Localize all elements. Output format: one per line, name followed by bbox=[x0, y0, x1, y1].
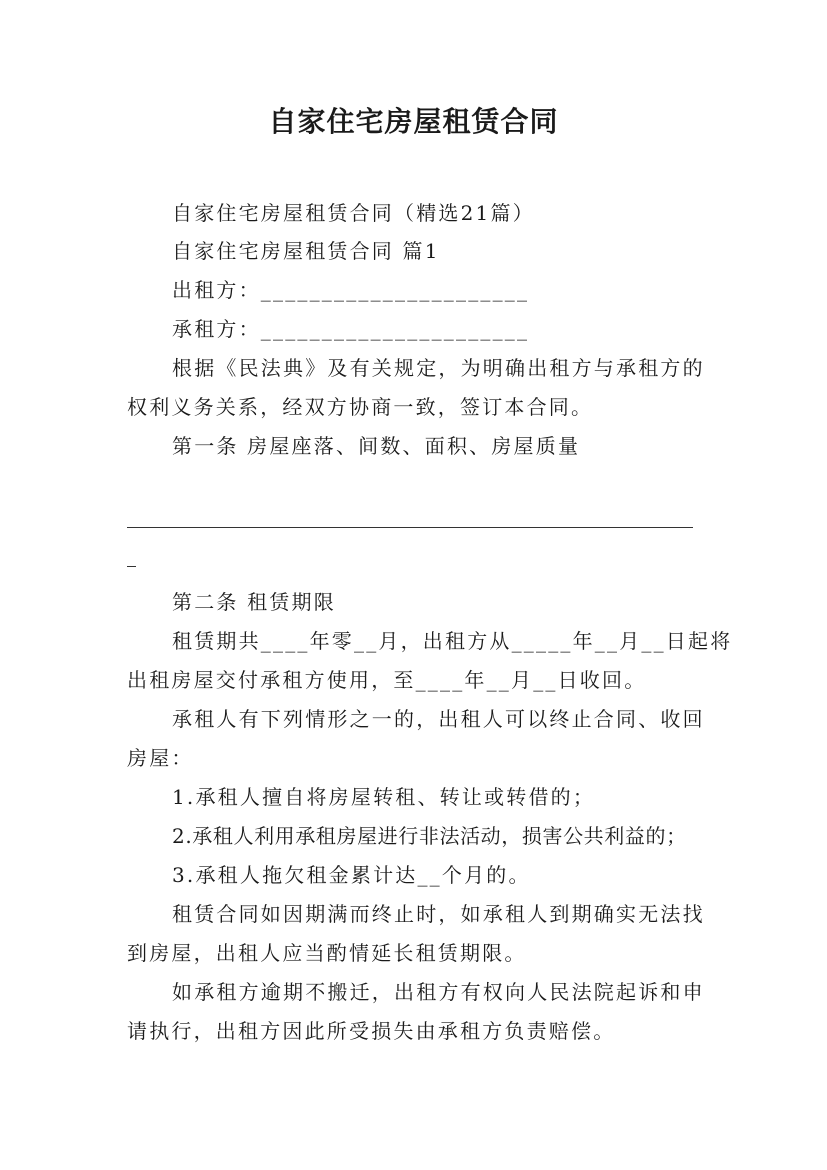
paragraph-line: 租赁期共____年零__月，出租方从_____年__月__日起将 bbox=[172, 629, 733, 653]
list-item: 1.承租人擅自将房屋转租、转让或转借的； bbox=[172, 785, 596, 809]
paragraph-line: 请执行，出租方因此所受损失由承租方负责赔偿。 bbox=[127, 1019, 616, 1043]
blank-fill-line bbox=[127, 527, 693, 528]
paragraph-line: 到房屋，出租人应当酌情延长租赁期限。 bbox=[127, 941, 527, 965]
lessor-line: 出租方：______________________ bbox=[172, 278, 530, 302]
paragraph-line: 根据《民法典》及有关规定，为明确出租方与承租方的 bbox=[172, 356, 705, 380]
paragraph-line: 权利义务关系，经双方协商一致，签订本合同。 bbox=[127, 395, 594, 419]
subtitle-line: 自家住宅房屋租赁合同（精选21篇） bbox=[172, 201, 535, 225]
article-heading: 第二条 租赁期限 bbox=[172, 590, 336, 614]
lessee-line: 承租方：______________________ bbox=[172, 317, 530, 341]
paragraph-line: 如承租方逾期不搬迁，出租方有权向人民法院起诉和申 bbox=[172, 980, 705, 1004]
paragraph-line: 房屋： bbox=[127, 746, 194, 770]
paragraph-line: 租赁合同如因期满而终止时，如承租人到期确实无法找 bbox=[172, 902, 705, 926]
list-item: 2.承租人利用承租房屋进行非法活动，损害公共利益的； bbox=[172, 824, 687, 848]
paragraph-line: 出租房屋交付承租方使用，至____年__月__日收回。 bbox=[127, 668, 647, 692]
list-item: 3.承租人拖欠租金累计达__个月的。 bbox=[172, 863, 531, 887]
document-title: 自家住宅房屋租赁合同 bbox=[268, 105, 559, 138]
blank-fill-line bbox=[127, 566, 136, 567]
article-heading: 第一条 房屋座落、间数、面积、房屋质量 bbox=[172, 434, 581, 458]
section-heading: 自家住宅房屋租赁合同 篇1 bbox=[172, 239, 440, 263]
paragraph-line: 承租人有下列情形之一的，出租人可以终止合同、收回 bbox=[172, 707, 705, 731]
